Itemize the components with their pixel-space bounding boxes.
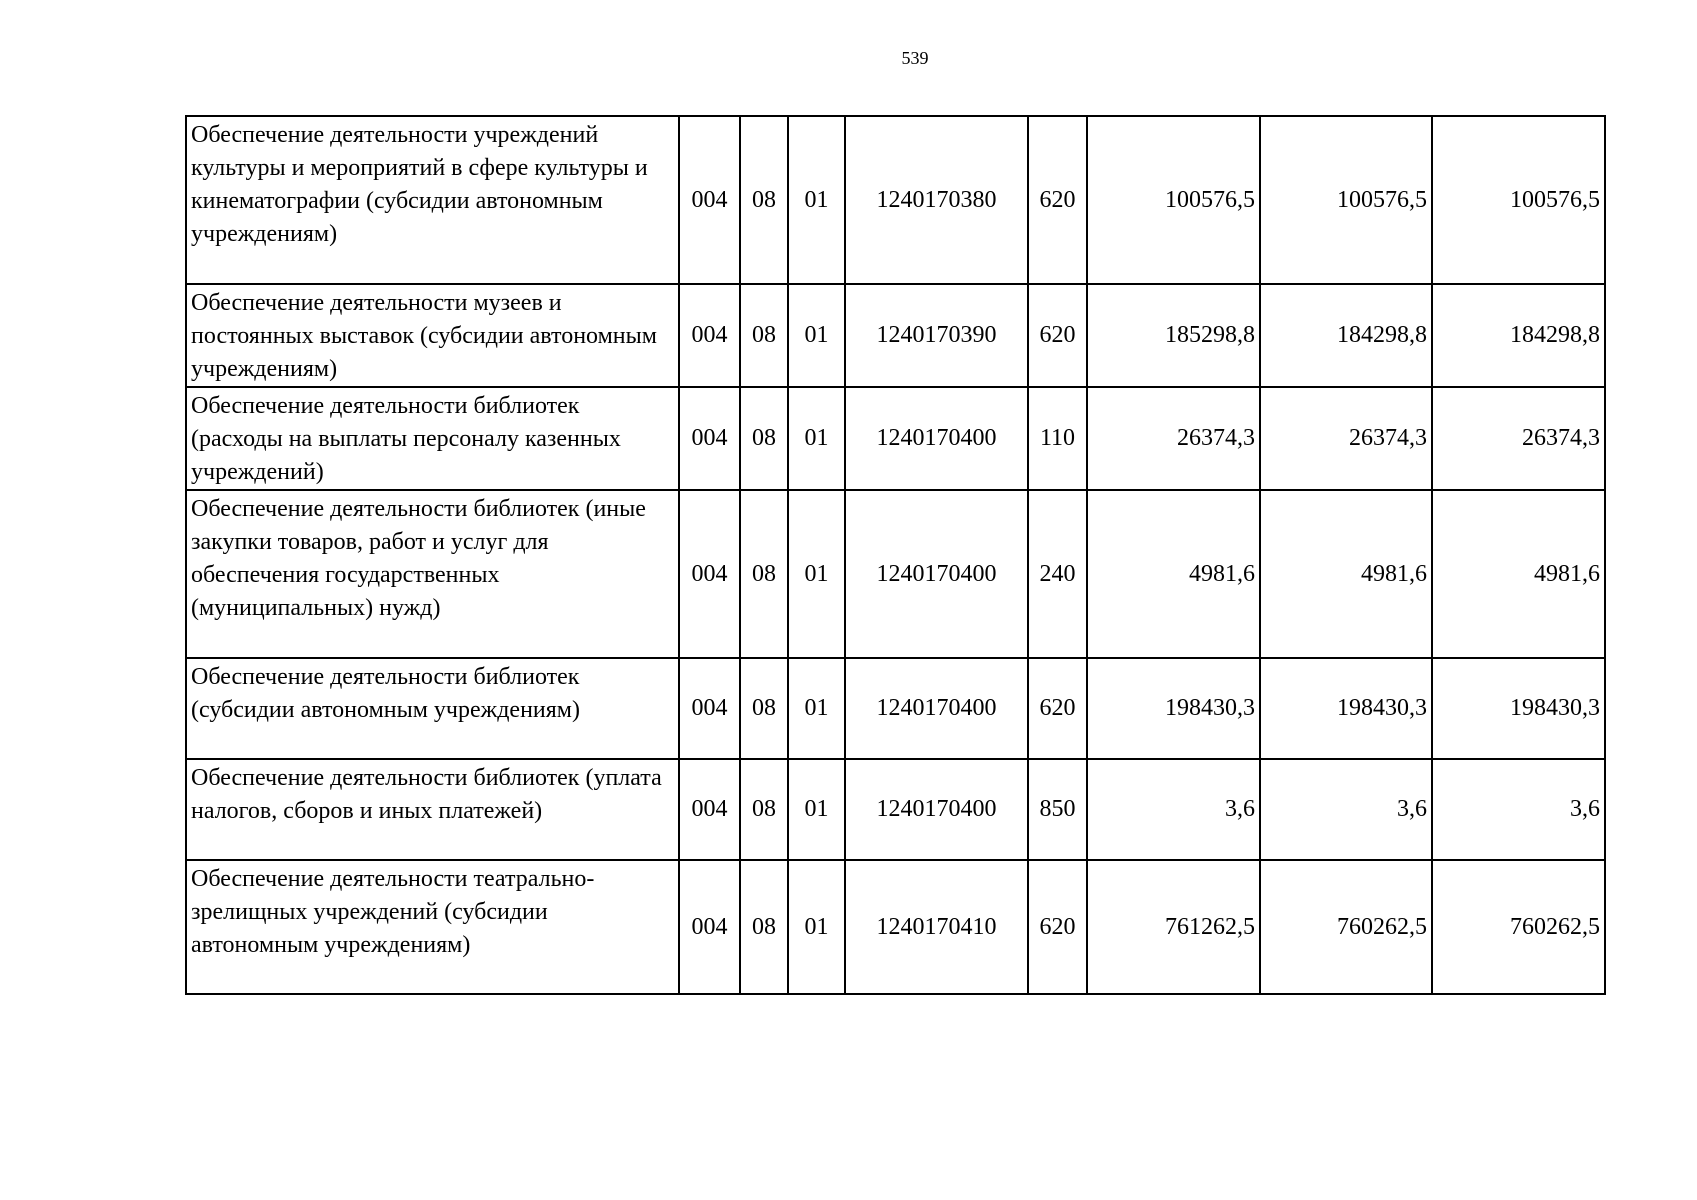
target-code: 1240170400 <box>845 658 1028 759</box>
budget-table <box>185 115 1606 995</box>
amount-year-3: 184298,8 <box>1432 284 1605 387</box>
amount-year-3: 100576,5 <box>1432 116 1605 284</box>
amount-year-2: 26374,3 <box>1260 387 1432 490</box>
expense-type-code: 620 <box>1028 658 1087 759</box>
amount-year-2: 4981,6 <box>1260 490 1432 658</box>
ministry-code: 004 <box>679 284 740 387</box>
target-code: 1240170380 <box>845 116 1028 284</box>
expense-name: Обеспечение деятельности библиотек (уплата налогов, сборов и иных платежей) <box>186 759 679 860</box>
table-row <box>186 759 1605 860</box>
amount-year-1: 100576,5 <box>1087 116 1260 284</box>
expense-type-code: 110 <box>1028 387 1087 490</box>
subsection-code: 01 <box>788 759 845 860</box>
expense-type-code: 620 <box>1028 860 1087 994</box>
subsection-code: 01 <box>788 387 845 490</box>
expense-name: Обеспечение деятельности библиотек (субсидии автономным учреждениям) <box>186 658 679 759</box>
amount-year-2: 100576,5 <box>1260 116 1432 284</box>
subsection-code: 01 <box>788 116 845 284</box>
section-code: 08 <box>740 658 788 759</box>
section-code: 08 <box>740 116 788 284</box>
amount-year-1: 185298,8 <box>1087 284 1260 387</box>
amount-year-3: 4981,6 <box>1432 490 1605 658</box>
subsection-code: 01 <box>788 860 845 994</box>
amount-year-1: 26374,3 <box>1087 387 1260 490</box>
expense-name: Обеспечение деятельности библиотек (расходы на выплаты персоналу казенных учреждений) <box>186 387 679 490</box>
subsection-code: 01 <box>788 490 845 658</box>
amount-year-2: 184298,8 <box>1260 284 1432 387</box>
ministry-code: 004 <box>679 860 740 994</box>
amount-year-3: 198430,3 <box>1432 658 1605 759</box>
ministry-code: 004 <box>679 759 740 860</box>
subsection-code: 01 <box>788 658 845 759</box>
table-row <box>186 284 1605 387</box>
amount-year-3: 26374,3 <box>1432 387 1605 490</box>
amount-year-2: 198430,3 <box>1260 658 1432 759</box>
expense-type-code: 620 <box>1028 284 1087 387</box>
amount-year-2: 760262,5 <box>1260 860 1432 994</box>
section-code: 08 <box>740 284 788 387</box>
amount-year-1: 3,6 <box>1087 759 1260 860</box>
section-code: 08 <box>740 759 788 860</box>
expense-type-code: 850 <box>1028 759 1087 860</box>
amount-year-1: 761262,5 <box>1087 860 1260 994</box>
amount-year-3: 3,6 <box>1432 759 1605 860</box>
ministry-code: 004 <box>679 490 740 658</box>
table-row <box>186 860 1605 994</box>
expense-name: Обеспечение деятельности музеев и постоянных выставок (субсидии автономным учреждениям) <box>186 284 679 387</box>
expense-name: Обеспечение деятельности библиотек (иные закупки товаров, работ и услуг для обеспечения государственных (муниципальных) нужд) <box>186 490 679 658</box>
expense-name: Обеспечение деятельности театрально-зрелищных учреждений (субсидии автономным учреждениям) <box>186 860 679 994</box>
table-row <box>186 116 1605 284</box>
target-code: 1240170400 <box>845 387 1028 490</box>
expense-type-code: 240 <box>1028 490 1087 658</box>
target-code: 1240170400 <box>845 759 1028 860</box>
expense-name: Обеспечение деятельности учреждений культуры и мероприятий в сфере культуры и кинематографии (субсидии автономным учреждениям) <box>186 116 679 284</box>
table-row <box>186 490 1605 658</box>
target-code: 1240170390 <box>845 284 1028 387</box>
ministry-code: 004 <box>679 387 740 490</box>
section-code: 08 <box>740 860 788 994</box>
section-code: 08 <box>740 490 788 658</box>
page-number: 539 <box>901 48 929 68</box>
subsection-code: 01 <box>788 284 845 387</box>
ministry-code: 004 <box>679 116 740 284</box>
table-row <box>186 658 1605 759</box>
amount-year-1: 4981,6 <box>1087 490 1260 658</box>
amount-year-2: 3,6 <box>1260 759 1432 860</box>
target-code: 1240170410 <box>845 860 1028 994</box>
amount-year-1: 198430,3 <box>1087 658 1260 759</box>
ministry-code: 004 <box>679 658 740 759</box>
target-code: 1240170400 <box>845 490 1028 658</box>
expense-type-code: 620 <box>1028 116 1087 284</box>
table-row <box>186 387 1605 490</box>
section-code: 08 <box>740 387 788 490</box>
amount-year-3: 760262,5 <box>1432 860 1605 994</box>
